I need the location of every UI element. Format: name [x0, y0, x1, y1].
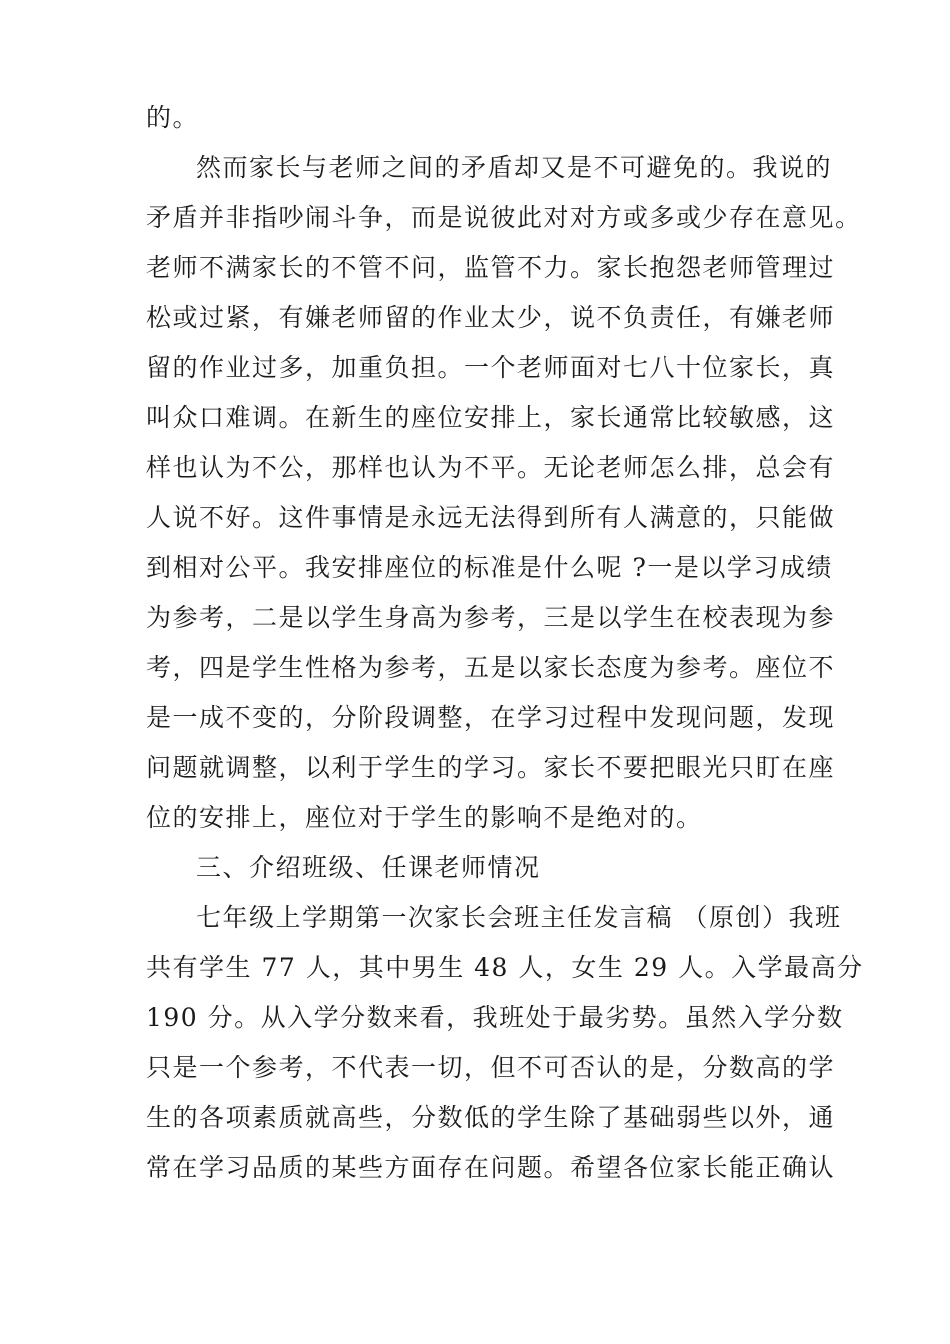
text-line: 考，四是学生性格为参考，五是以家长态度为参考。座位不 [146, 653, 836, 682]
text-line: 的。 [146, 103, 200, 132]
text-line: 为参考，二是以学生身高为参考，三是以学生在校表现为参 [146, 603, 836, 632]
text-line: 是一成不变的，分阶段调整，在学习过程中发现问题，发现 [146, 703, 836, 732]
text-line: 松或过紧，有嫌老师留的作业太少，说不负责任，有嫌老师 [146, 303, 836, 332]
text-line: 共有学生 77 人，其中男生 48 人，女生 29 人。入学最高分 [146, 953, 864, 982]
text-line: 只是一个参考，不代表一切，但不可否认的是，分数高的学 [146, 1053, 836, 1082]
text-line: 常在学习品质的某些方面存在问题。希望各位家长能正确认 [146, 1153, 836, 1182]
text-line: 生的各项素质就高些，分数低的学生除了基础弱些以外，通 [146, 1103, 836, 1132]
paragraph-start-line: 七年级上学期第一次家长会班主任发言稿 （原创）我班 [196, 903, 842, 932]
text-line: 留的作业过多，加重负担。一个老师面对七八十位家长，真 [146, 353, 836, 382]
text-line: 老师不满家长的不管不问，监管不力。家长抱怨老师管理过 [146, 253, 836, 282]
section-heading: 三、介绍班级、任课老师情况 [196, 853, 541, 882]
text-line: 问题就调整，以利于学生的学习。家长不要把眼光只盯在座 [146, 753, 836, 782]
text-line: 叫众口难调。在新生的座位安排上，家长通常比较敏感，这 [146, 403, 836, 432]
text-line: 矛盾并非指吵闹斗争，而是说彼此对对方或多或少存在意见。 [146, 203, 862, 232]
text-line: 190 分。从入学分数来看，我班处于最劣势。虽然入学分数 [146, 1003, 844, 1032]
text-line: 人说不好。这件事情是永远无法得到所有人满意的，只能做 [146, 503, 836, 532]
text-line: 样也认为不公，那样也认为不平。无论老师怎么排，总会有 [146, 453, 836, 482]
paragraph-start-line: 然而家长与老师之间的矛盾却又是不可避免的。我说的 [196, 153, 833, 182]
text-line: 到相对公平。我安排座位的标准是什么呢 ?一是以学习成绩 [146, 553, 833, 582]
text-line: 位的安排上，座位对于学生的影响不是绝对的。 [146, 803, 703, 832]
